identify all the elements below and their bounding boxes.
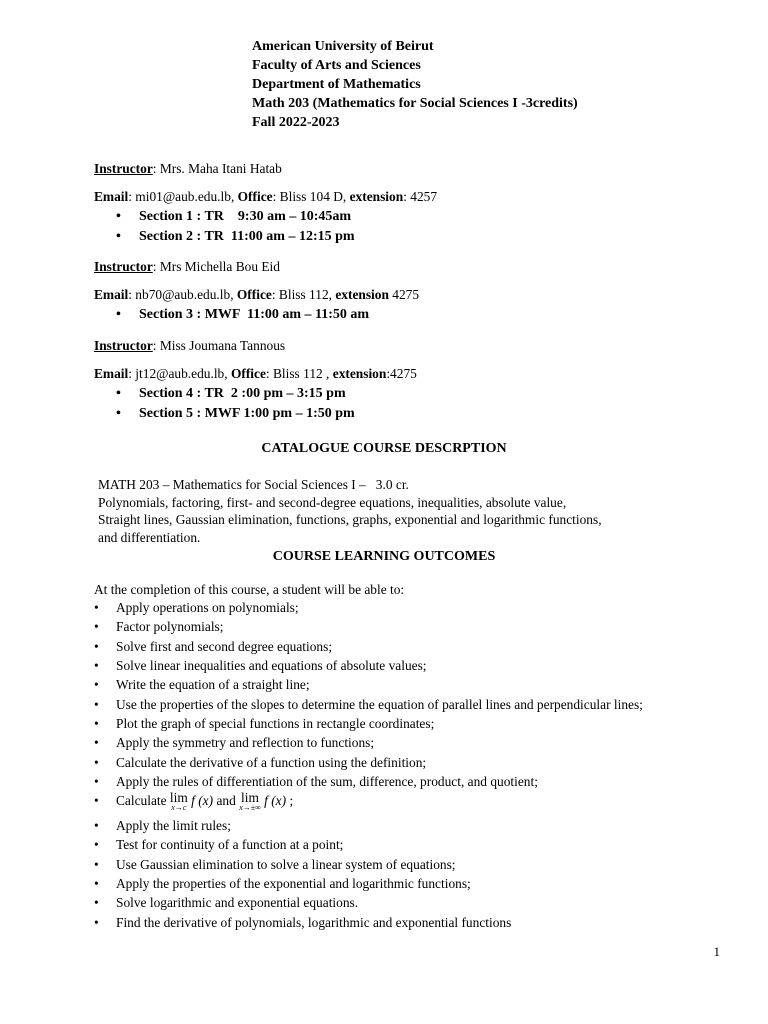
bullet-icon: • — [94, 876, 99, 892]
outcomes-heading: COURSE LEARNING OUTCOMES — [272, 549, 496, 564]
course-title: Math 203 (Mathematics for Social Sciences I -3credits) — [252, 96, 578, 111]
extension-label: extension — [335, 287, 389, 303]
office-label: Office — [236, 287, 272, 303]
limit-item: • Calculate lim x→c f (x) and lim x→±∞ f (x) ; — [94, 790, 294, 813]
list-item: • Solve first and second degree equations; — [94, 637, 734, 656]
email-value: : jt12@aub.edu.lb, — [128, 366, 231, 382]
contact-line — [94, 188, 734, 205]
list-item: • Apply the properties of the exponential and logarithmic functions; — [94, 874, 734, 893]
bullet-icon: • — [94, 600, 99, 616]
email-label: Email — [94, 366, 129, 382]
bullet-icon: • — [116, 386, 121, 402]
document-header — [252, 37, 578, 132]
list-item: • Apply the rules of differentiation of the sum, difference, product, and quotient; — [94, 772, 734, 791]
office-label: Office — [237, 189, 273, 205]
list-item: • Solve logarithmic and exponential equations. — [94, 893, 734, 912]
section-list — [94, 384, 734, 424]
section-item: • Section 4 : TR 2 :00 pm – 3:15 pm — [94, 384, 734, 404]
list-item: • Use the properties of the slopes to determine the equation of parallel lines and perpendicular lines; — [94, 695, 734, 714]
instructor-line — [94, 160, 734, 177]
limit-expression-2: lim x→±∞ — [239, 790, 261, 813]
catalogue-line: Straight lines, Gaussian elimination, functions, graphs, exponential and logarithmic functions, — [98, 512, 602, 527]
bullet-icon: • — [94, 735, 99, 751]
catalogue-line: MATH 203 – Mathematics for Social Sciences I – 3.0 cr. — [98, 477, 409, 492]
term: Fall 2022-2023 — [252, 115, 340, 130]
extension-label: extension — [349, 189, 404, 205]
bullet-icon: • — [94, 837, 99, 853]
bullet-icon: • — [94, 658, 99, 674]
instructor-label: Instructor — [94, 161, 153, 176]
faculty-name: Faculty of Arts and Sciences — [252, 58, 421, 73]
limit-expression-1: lim x→c — [169, 790, 188, 813]
list-item: • Apply the limit rules; — [94, 816, 734, 835]
contact-line — [94, 286, 734, 303]
instructor-label: Instructor — [94, 338, 153, 353]
list-item: • Calculate the derivative of a function using the definition; — [94, 753, 734, 772]
instructor-label: Instructor — [94, 259, 153, 274]
email-label: Email — [94, 287, 129, 303]
catalogue-description — [98, 476, 718, 546]
bullet-icon: • — [94, 715, 99, 731]
function-expression: f (x) — [191, 793, 214, 809]
list-item: • Find the derivative of polynomials, logarithmic and exponential functions — [94, 913, 734, 932]
contact-line — [94, 365, 734, 382]
bullet-icon: • — [94, 619, 99, 635]
bullet-icon: • — [116, 406, 121, 422]
instructor-name: : Mrs Michella Bou Eid — [152, 259, 280, 274]
email-value: : nb70@aub.edu.lb, — [128, 287, 237, 303]
catalogue-line: and differentiation. — [98, 529, 201, 545]
instructor-block-2 — [94, 258, 734, 325]
instructor-block-3 — [94, 337, 734, 424]
extension-value: :4275 — [386, 366, 417, 382]
list-item: • Apply the symmetry and reflection to functions; — [94, 733, 734, 752]
instructor-block-1 — [94, 160, 734, 247]
bullet-icon: • — [116, 209, 121, 225]
section-item: • Section 2 : TR 11:00 am – 12:15 pm — [94, 227, 734, 247]
office-value: : Bliss 112, — [271, 287, 336, 303]
extension-label: extension — [332, 366, 387, 382]
list-item: • Solve linear inequalities and equations of absolute values; — [94, 656, 734, 675]
list-item: • Write the equation of a straight line; — [94, 675, 734, 694]
bullet-icon: • — [94, 818, 99, 834]
outcomes-intro: At the completion of this course, a student will be able to: — [94, 582, 405, 597]
list-item: • Test for continuity of a function at a point; — [94, 835, 734, 854]
office-label: Office — [230, 366, 266, 382]
section-item: • Section 5 : MWF 1:00 pm – 1:50 pm — [94, 404, 734, 424]
catalogue-heading: CATALOGUE COURSE DESCRPTION — [261, 441, 507, 456]
extension-value: : 4257 — [403, 189, 438, 205]
section-list — [94, 207, 734, 247]
list-item: • Apply operations on polynomials; — [94, 598, 734, 617]
extension-value: 4275 — [388, 287, 420, 303]
bullet-icon: • — [116, 229, 121, 245]
catalogue-line: Polynomials, factoring, first- and second-degree equations, inequalities, absolute value, — [98, 494, 567, 510]
bullet-icon: • — [94, 856, 99, 872]
bullet-icon: • — [94, 914, 99, 930]
section-list — [94, 305, 734, 325]
section-item: • Section 3 : MWF 11:00 am – 11:50 am — [94, 305, 734, 325]
instructor-line — [94, 337, 734, 354]
section-item: • Section 1 : TR 9:30 am – 10:45am — [94, 207, 734, 227]
email-label: Email — [94, 189, 129, 205]
list-item: • Plot the graph of special functions in rectangle coordinates; — [94, 714, 734, 733]
list-item: • Use Gaussian elimination to solve a linear system of equations; — [94, 855, 734, 874]
bullet-icon: • — [94, 677, 99, 693]
office-value: : Bliss 112 , — [265, 366, 333, 382]
outcomes-list — [94, 598, 734, 932]
office-value: : Bliss 104 D, — [272, 189, 350, 205]
instructor-name: : Mrs. Maha Itani Hatab — [152, 161, 282, 176]
list-item: • Factor polynomials; — [94, 617, 734, 636]
page-number: 1 — [713, 944, 720, 959]
instructor-line — [94, 258, 734, 275]
email-value: : mi01@aub.edu.lb, — [128, 189, 238, 205]
bullet-icon: • — [94, 793, 99, 809]
bullet-icon: • — [94, 638, 99, 654]
outcomes-block — [94, 581, 734, 932]
bullet-icon: • — [116, 307, 121, 323]
function-expression: f (x) — [264, 793, 287, 809]
university-name: American University of Beirut — [252, 39, 434, 54]
calculate-word: Calculate — [116, 793, 167, 809]
department-name: Department of Mathematics — [252, 77, 421, 92]
bullet-icon: • — [94, 754, 99, 770]
bullet-icon: • — [94, 696, 99, 712]
instructor-name: : Miss Joumana Tannous — [152, 338, 286, 353]
bullet-icon: • — [94, 895, 99, 911]
bullet-icon: • — [94, 773, 99, 789]
